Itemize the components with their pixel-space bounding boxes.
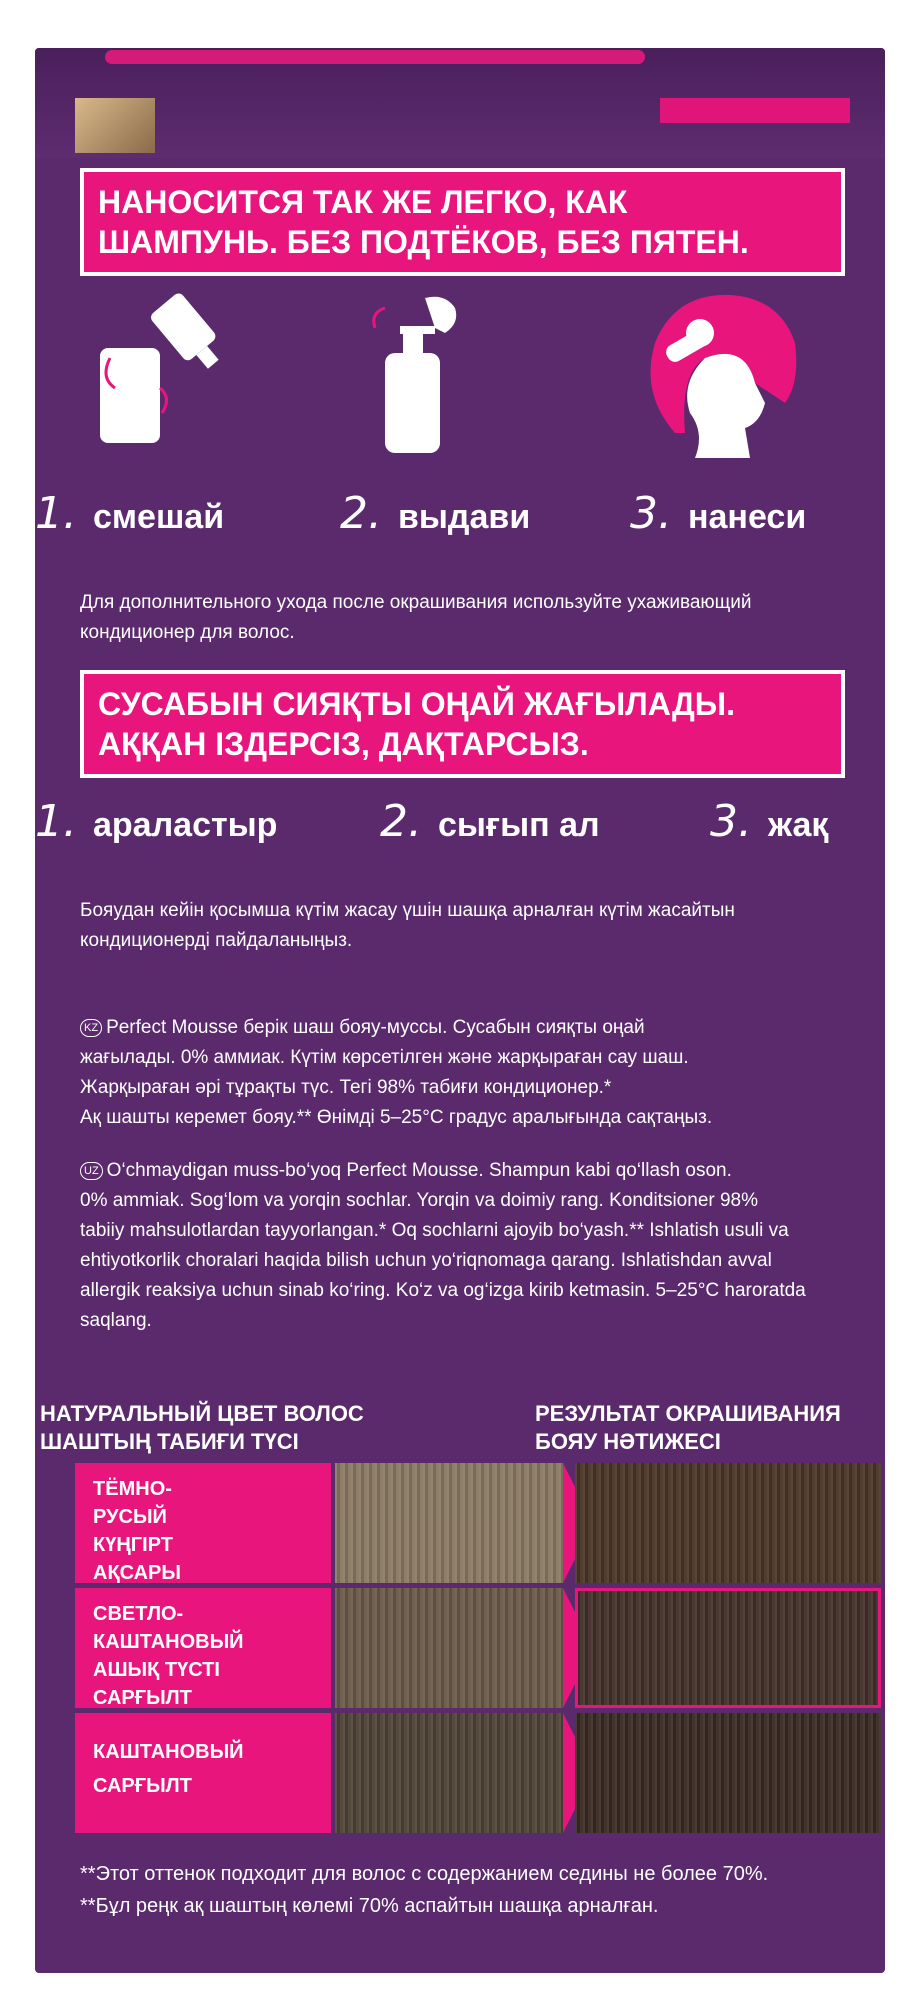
kz-description [80, 1013, 870, 1133]
uz-line2: 0% ammiak. Sog‘lom va yorqin sochlar. Yorqin va doimiy rang. Konditsioner 98% [80, 1190, 759, 1211]
result-hair-swatch [575, 1713, 881, 1833]
uz-line4: ehtiyotkorlik choralari haqida bilish uchun yo‘riqnomaga qarang. Ishlatishdan avval [80, 1250, 772, 1271]
uz-line5: allergik reaksiya uchun sinab ko‘ring. Ko‘z va og‘izga kirib ketmasin. 5–25°C haroratda [80, 1280, 806, 1301]
color-row-2-label [75, 1588, 331, 1708]
step-ru-3 [630, 488, 806, 539]
top-edge-hair-thumbnail [75, 98, 155, 153]
step-ru-1-label: смешай [92, 498, 225, 536]
care-ru-line1: Для дополнительного ухода после окрашивания используйте ухаживающий [80, 592, 752, 613]
uz-line3: tabiiy mahsulotlardan tayyorlangan.* Oq sochlarni ajoyib bo‘yash.** Ishlatish usuli va [80, 1220, 789, 1241]
row-2-line4: САРҒЫЛТ [93, 1687, 192, 1709]
step-ru-1-number: 1. [35, 488, 77, 539]
footer-ru: **Этот оттенок подходит для волос с содержанием седины не более 70%. [80, 1863, 769, 1885]
step-kz-2-number: 2. [380, 796, 422, 847]
banner-kz-line1: СУСАБЫН СИЯҚТЫ ОҢАЙ ЖАҒЫЛАДЫ. [98, 686, 736, 722]
step-kz-1 [35, 796, 277, 847]
care-kz-line2: кондиционерді пайдаланыңыз. [80, 930, 353, 951]
top-edge-pink-band [105, 50, 645, 64]
banner-kz-line2: АҚҚАН ІЗДЕРСІЗ, ДАҚТАРСЫЗ. [98, 726, 589, 762]
color-row-3 [75, 1713, 881, 1833]
step-ru-3-label: нанеси [687, 498, 807, 536]
step-kz-2 [380, 796, 600, 847]
step-kz-2-label: сығып ал [437, 806, 600, 844]
row-2-line1: СВЕТЛО- [93, 1603, 184, 1625]
banner-ru-line1: НАНОСИТСЯ ТАК ЖЕ ЛЕГКО, КАК [98, 184, 628, 220]
care-note-ru [80, 588, 870, 648]
natural-hair-swatch [335, 1713, 563, 1833]
color-row-3-label [75, 1713, 331, 1833]
row-1-line3: КҮҢГІРТ [93, 1534, 173, 1556]
result-hair-swatch [575, 1463, 881, 1583]
natural-hair-swatch [335, 1463, 563, 1583]
row-1-line4: АҚСАРЫ [93, 1562, 181, 1584]
row-1-line2: РУСЫЙ [93, 1506, 167, 1528]
uz-badge-icon: UZ [80, 1162, 103, 1180]
care-ru-line2: кондиционер для волос. [80, 622, 295, 643]
result-hair-swatch [575, 1588, 881, 1708]
step-kz-1-label: араластыр [92, 806, 278, 844]
row-3-line1: КАШТАНОВЫЙ [93, 1741, 244, 1763]
product-box-back [35, 48, 885, 1973]
kz-line2: жағылады. 0% аммиак. Күтім көрсетілген және жарқыраған сау шаш. [80, 1047, 689, 1068]
table-head-result-kz: БОЯУ НӘТИЖЕСІ [535, 1429, 721, 1454]
color-row-2 [75, 1588, 881, 1708]
care-note-kz [80, 896, 870, 956]
kz-line1: Perfect Mousse берік шаш бояу-муссы. Сусабын сияқты оңай [106, 1017, 645, 1038]
row-1-line1: ТЁМНО- [93, 1478, 172, 1500]
uz-line1: O‘chmaydigan muss-bo‘yoq Perfect Mousse. Shampun kabi qo‘llash oson. [106, 1160, 732, 1181]
step-ru-2-number: 2. [340, 488, 382, 539]
row-3-line2: САРҒЫЛТ [93, 1775, 192, 1797]
head-apply-icon [635, 283, 805, 463]
uz-line6: saqlang. [80, 1310, 152, 1331]
step-kz-3-label: жақ [767, 806, 829, 844]
step-kz-3-number: 3. [710, 796, 752, 847]
box-top-edge [35, 48, 885, 158]
table-head-natural-kz: ШАШТЫҢ ТАБИҒИ ТҮСІ [40, 1429, 299, 1454]
kz-line3: Жарқыраған әрі тұрақты түс. Тегі 98% табиғи кондиционер.* [80, 1077, 612, 1098]
kz-badge-icon: KZ [80, 1019, 102, 1037]
banner-ru-line2: ШАМПУНЬ. БЕЗ ПОДТЁКОВ, БЕЗ ПЯТЕН. [98, 224, 749, 260]
banner-ru [80, 168, 845, 276]
footer-kz: **Бұл реңк ақ шаштың көлемі 70% аспайтын шашқа арналған. [80, 1895, 659, 1917]
step-ru-1 [35, 488, 224, 539]
step-ru-2-label: выдави [397, 498, 531, 536]
row-2-line2: КАШТАНОВЫЙ [93, 1631, 244, 1653]
step-kz-1-number: 1. [35, 796, 77, 847]
gray-coverage-note [80, 1858, 870, 1922]
table-head-result [535, 1400, 841, 1456]
table-head-result-ru: РЕЗУЛЬТАТ ОКРАШИВАНИЯ [535, 1401, 841, 1426]
kz-line4: Ақ шашты керемет бояу.** Өнімді 5–25°C градус аралығында сақтаңыз. [80, 1107, 713, 1128]
mix-bottles-icon [90, 278, 230, 448]
table-head-natural [40, 1400, 364, 1456]
banner-kz [80, 670, 845, 778]
top-edge-pink-label [660, 98, 850, 123]
row-2-line3: АШЫҚ ТҮСТІ [93, 1659, 220, 1681]
table-head-natural-ru: НАТУРАЛЬНЫЙ ЦВЕТ ВОЛОС [40, 1401, 364, 1426]
color-row-1-label [75, 1463, 331, 1583]
uz-description [80, 1156, 870, 1336]
step-kz-3 [710, 796, 828, 847]
care-kz-line1: Бояудан кейін қосымша күтім жасау үшін шашқа арналған күтім жасайтын [80, 900, 735, 921]
step-ru-2 [340, 488, 530, 539]
pump-bottle-icon [370, 288, 470, 458]
color-row-1 [75, 1463, 881, 1583]
natural-hair-swatch [335, 1588, 563, 1708]
step-ru-3-number: 3. [630, 488, 672, 539]
